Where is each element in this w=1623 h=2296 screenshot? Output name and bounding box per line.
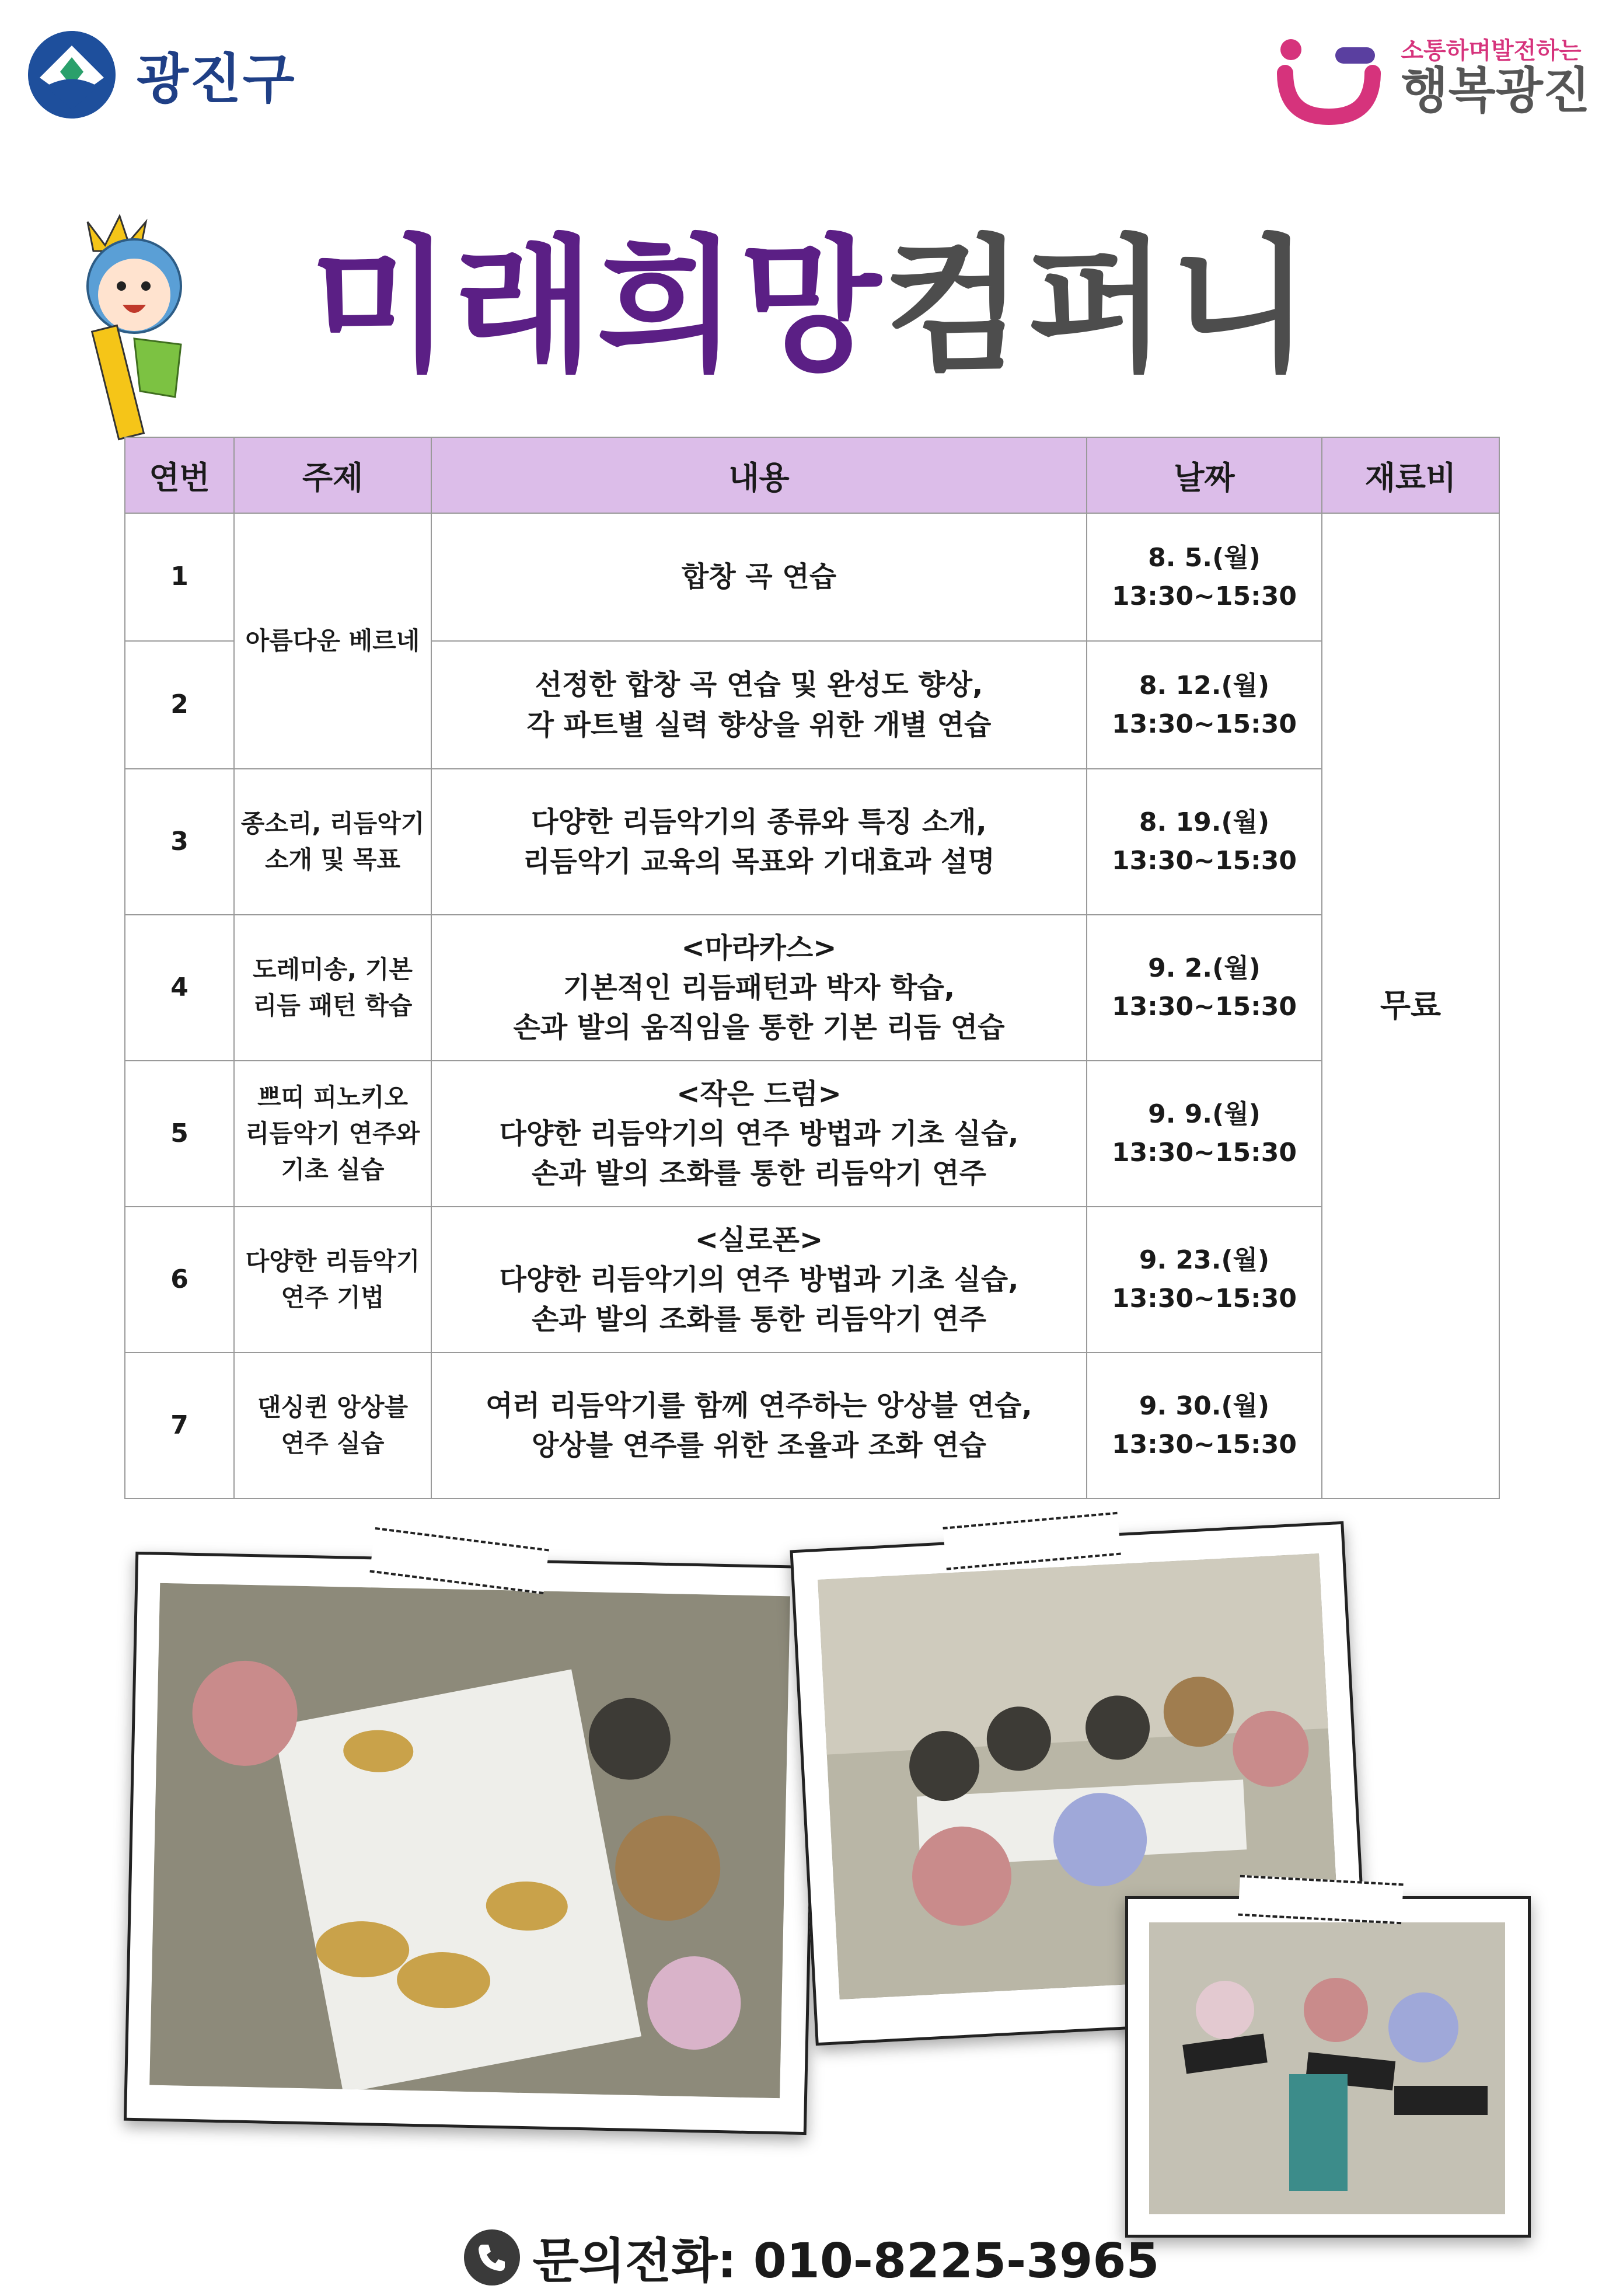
- row-topic: 쁘띠 피노키오 리듬악기 연주와 기초 실습: [234, 1061, 431, 1207]
- row-topic: 다양한 리듬악기 연주 기법: [234, 1207, 431, 1353]
- material-fee: 무료: [1322, 513, 1499, 1499]
- row-topic: 아름다운 베르네: [234, 513, 431, 769]
- contact-line: [0, 2223, 1623, 2291]
- row-date: 8. 5.(월) 13:30~15:30: [1087, 513, 1322, 641]
- row-topic: 종소리, 리듬악기 소개 및 목표: [234, 769, 431, 915]
- row-no: 7: [125, 1353, 234, 1499]
- photo-frame-1: [124, 1552, 818, 2135]
- tape-decoration: [1238, 1875, 1403, 1925]
- tape-decoration: [369, 1527, 549, 1594]
- row-topic: 도레미송, 기본 리듬 패턴 학습: [234, 915, 431, 1061]
- table-row: [125, 1353, 1499, 1499]
- row-no: 1: [125, 513, 234, 641]
- row-content: 합창 곡 연습: [431, 513, 1087, 641]
- row-no: 4: [125, 915, 234, 1061]
- row-date: 9. 9.(월) 13:30~15:30: [1087, 1061, 1322, 1207]
- row-content: 다양한 리듬악기의 종류와 특징 소개, 리듬악기 교육의 목표와 기대효과 설명: [431, 769, 1087, 915]
- row-content: 여러 리듬악기를 함께 연주하는 앙상블 연습, 앙상블 연주를 위한 조율과 조화 연습: [431, 1353, 1087, 1499]
- page-title: [0, 221, 1623, 391]
- header-date: 날짜: [1087, 437, 1322, 513]
- happy-gwangjin-symbol-icon: [1273, 32, 1390, 126]
- row-content: 선정한 합창 곡 연습 및 완성도 향상, 각 파트별 실력 향상을 위한 개별 연습: [431, 641, 1087, 769]
- row-no: 3: [125, 769, 234, 915]
- row-content: <마라카스> 기본적인 리듬패턴과 박자 학습, 손과 발의 움직임을 통한 기본 리듬 연습: [431, 915, 1087, 1061]
- tape-decoration: [943, 1512, 1121, 1570]
- row-date: 9. 23.(월) 13:30~15:30: [1087, 1207, 1322, 1353]
- table-header-row: [125, 437, 1499, 513]
- header-topic: 주제: [234, 437, 431, 513]
- table-row: [125, 915, 1499, 1061]
- happy-gwangjin-logo: [1273, 23, 1590, 134]
- title-part-1: 미래희망: [310, 221, 884, 391]
- class-photo-3: [1149, 1922, 1505, 2214]
- contact-phone[interactable]: 문의전화: 010-8225-3965: [532, 2234, 1160, 2289]
- table-row: [125, 1061, 1499, 1207]
- title-part-2: 컴퍼니: [883, 221, 1313, 391]
- slogan-text: 소통하며발전하는: [1401, 37, 1582, 64]
- row-date: 8. 12.(월) 13:30~15:30: [1087, 641, 1322, 769]
- row-topic: 댄싱퀸 앙상블 연주 실습: [234, 1353, 431, 1499]
- row-date: 9. 2.(월) 13:30~15:30: [1087, 915, 1322, 1061]
- phone-icon: [464, 2229, 520, 2285]
- row-no: 5: [125, 1061, 234, 1207]
- class-photo-1: [149, 1583, 790, 2098]
- table-row: [125, 513, 1499, 641]
- header-fee: 재료비: [1322, 437, 1499, 513]
- row-date: 9. 30.(월) 13:30~15:30: [1087, 1353, 1322, 1499]
- district-name: 광진구: [137, 48, 296, 110]
- header-content: 내용: [431, 437, 1087, 513]
- row-content: <실로폰> 다양한 리듬악기의 연주 방법과 기초 실습, 손과 발의 조화를 통한 리듬악기 연주: [431, 1207, 1087, 1353]
- schedule-table: [124, 437, 1500, 1499]
- header-no: 연번: [125, 437, 234, 513]
- row-no: 6: [125, 1207, 234, 1353]
- row-content: <작은 드럼> 다양한 리듬악기의 연주 방법과 기초 실습, 손과 발의 조화를 통한 리듬악기 연주: [431, 1061, 1087, 1207]
- row-no: 2: [125, 641, 234, 769]
- photo-frame-3: [1125, 1896, 1531, 2238]
- row-date: 8. 19.(월) 13:30~15:30: [1087, 769, 1322, 915]
- gwangjin-emblem-icon: [28, 31, 116, 119]
- slogan-name: 행복광진: [1401, 61, 1590, 119]
- table-row: [125, 1207, 1499, 1353]
- table-row: [125, 769, 1499, 915]
- gwangjin-gu-logo: [28, 28, 296, 121]
